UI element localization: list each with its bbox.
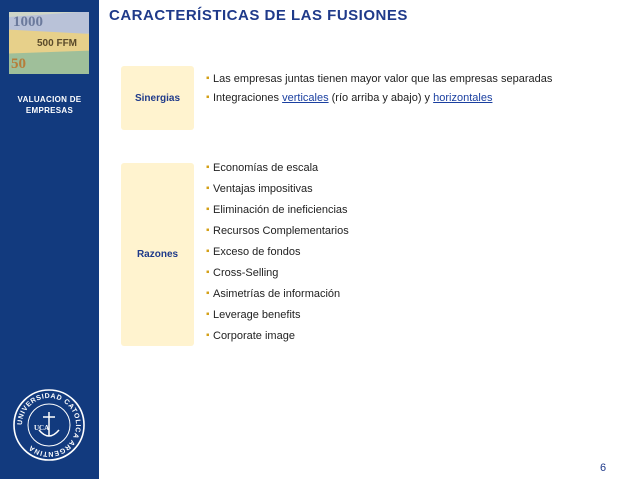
bullet-text: Asimetrías de información [213,288,341,300]
list-item [206,224,606,245]
list-item [206,203,606,224]
list-item [206,287,606,308]
sidebar [0,0,99,479]
banknote-text: 50 [11,56,26,72]
list-item [206,182,606,203]
seal-initials: UCA [34,424,50,432]
bullet-icon: ▪ [206,246,210,257]
bullet-icon: ▪ [206,204,210,215]
list-item [206,245,606,266]
bullet-icon: ▪ [206,309,210,320]
link-horizontales[interactable]: horizontales [433,92,493,104]
bullet-icon: ▪ [206,225,210,236]
university-seal-logo [12,388,86,462]
page-number: 6 [600,462,607,474]
banknote-text: 500 FFM [37,38,78,49]
list-item [206,161,606,182]
bullet-icon: ▪ [206,183,210,194]
bullet-text-middle: (río arriba y abajo) y [328,92,434,104]
bullet-text: Recursos Complementarios [213,225,349,237]
bullet-text: Economías de escala [213,162,319,174]
bullet-text: Corporate image [213,330,295,342]
sinergias-list [206,72,606,105]
bullet-text: Leverage benefits [213,309,301,321]
banknote-text: 1000 [13,14,43,30]
bullet-text: Eliminación de ineficiencias [213,204,348,216]
money-image [9,12,89,74]
list-item [206,91,606,105]
bullet-icon: ▪ [206,267,210,278]
razones-label-box [121,163,194,346]
bullet-text: Cross-Selling [213,267,279,279]
bullet-icon: ▪ [206,288,210,299]
sidebar-label [0,94,99,116]
page-title: CARACTERÍSTICAS DE LAS FUSIONES [109,7,408,24]
list-item [206,266,606,287]
bullet-icon: ▪ [206,330,210,341]
razones-label: Razones [136,249,179,260]
sinergias-label-box [121,66,194,130]
bullet-icon: ▪ [206,162,210,173]
bullet-text-prefix: Integraciones [213,92,283,104]
bullet-text: Las empresas juntas tienen mayor valor que las empresas separadas [213,73,553,85]
bullet-text: Ventajas impositivas [213,183,313,195]
razones-list [206,161,606,350]
bullet-text: Exceso de fondos [213,246,301,258]
link-verticales[interactable]: verticales [282,92,329,104]
list-item [206,72,606,86]
list-item [206,329,606,350]
sidebar-label-line2: EMPRESAS [25,106,74,115]
sinergias-label: Sinergias [134,92,181,104]
list-item [206,308,606,329]
seal-text: UNIVERSIDAD CATOLICA ARGENTINA [16,392,82,458]
bullet-icon: ▪ [206,92,210,103]
sidebar-label-line1: VALUACION DE [17,95,82,104]
bullet-icon: ▪ [206,73,210,84]
